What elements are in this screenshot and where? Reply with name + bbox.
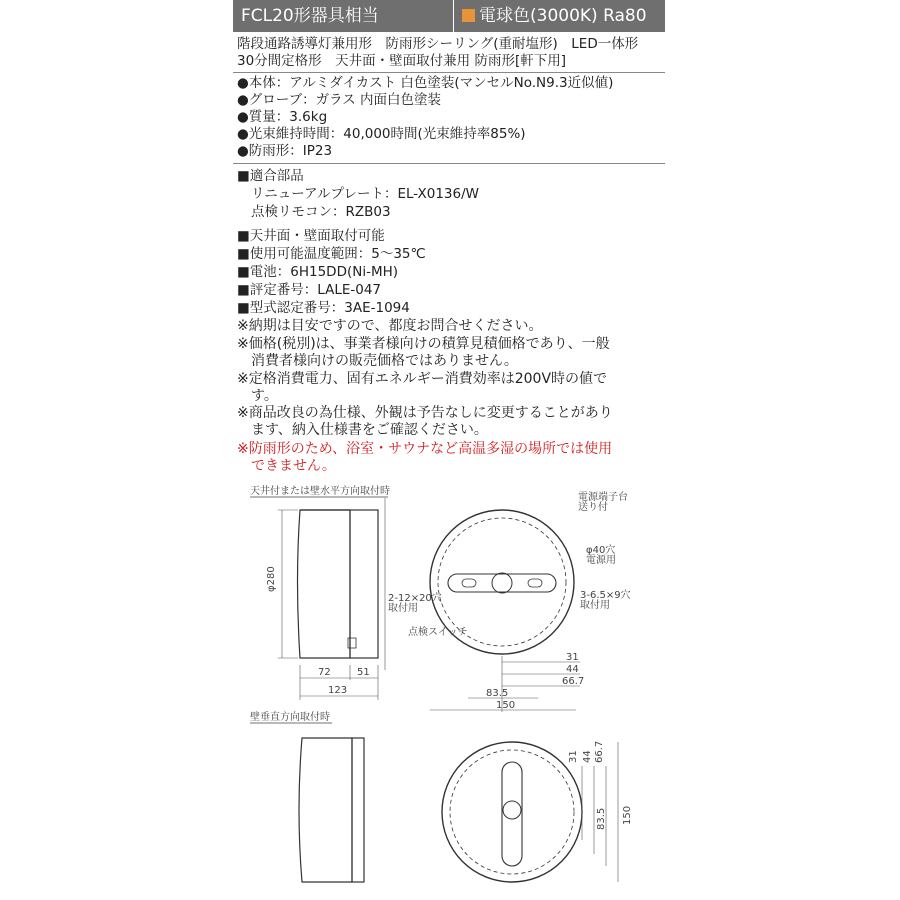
warning-1: ※防雨形のため、浴室・サウナなど高温多湿の場所では使用 [237, 441, 613, 457]
dim-72: 72 [318, 667, 331, 678]
dim-44: 44 [566, 664, 579, 675]
label-hole3-2: 取付用 [580, 600, 610, 611]
caption-ceiling: 天井付または壁水平方向取付時 [250, 486, 390, 497]
description-line-1: 階段通路誘導灯兼用形 防雨形シーリング(重耐塩形) LED一体形 [237, 36, 639, 52]
parts-title: ■適合部品 [237, 168, 304, 184]
description-line-2: 30分間定格形 天井面・壁面取付兼用 防雨形[軒下用] [237, 53, 567, 69]
spec-rainproof: ●防雨形：IP23 [237, 143, 333, 159]
note-rating: ■評定番号：LALE-047 [237, 282, 382, 298]
warning-2: できません。 [237, 458, 336, 474]
remark-5: す。 [237, 388, 278, 404]
dimension-drawing [240, 480, 670, 890]
label-hole3: 3-6.5×9穴 [580, 590, 631, 601]
remark-6: ※商品改良の為仕様、外観は予告なしに変更することがあり [237, 405, 613, 421]
label-slot-2: 取付用 [388, 603, 418, 614]
label-terminal: 電源端子台 [578, 492, 628, 503]
color-badge [454, 0, 665, 32]
divider [233, 163, 665, 164]
dim-150-b: 150 [622, 805, 633, 825]
dim-44-b: 44 [582, 750, 593, 763]
spec-lumen: ●光束維持時間：40,000時間(光束維持率85%) [237, 126, 526, 142]
divider [233, 72, 665, 73]
spec-globe: ●グローブ：ガラス 内面白色塗装 [237, 92, 441, 108]
dim-150: 150 [496, 700, 516, 711]
dim-83-5-b: 83.5 [596, 807, 607, 830]
part-remote: 点検リモコン：RZB03 [251, 204, 391, 220]
spec-body: ●本体：アルミダイカスト 白色塗装(マンセルNo.N9.3近似値) [237, 75, 614, 91]
remark-3: 消費者様向けの販売価格ではありません。 [237, 353, 518, 369]
dim-66-7: 66.7 [562, 676, 585, 687]
note-mount: ■天井面・壁面取付可能 [237, 228, 385, 244]
dim-diameter: φ280 [266, 566, 277, 592]
dim-51: 51 [357, 667, 370, 678]
dim-123: 123 [328, 685, 348, 696]
note-type-cert: ■型式認定番号：3AE-1094 [237, 300, 410, 316]
spec-weight: ●質量：3.6kg [237, 109, 328, 125]
dim-66-7-b: 66.7 [594, 740, 605, 763]
remark-2: ※価格(税別)は、事業者様向けの積算見積価格であり、一般 [237, 336, 610, 352]
side-view-top [298, 510, 379, 658]
caption-wall: 壁垂直方向取付時 [250, 712, 330, 723]
label-terminal-2: 送り付 [578, 502, 608, 513]
label-slot: 2-12×20穴 [388, 593, 442, 604]
remark-4: ※定格消費電力、固有エネルギー消費効率は200V時の値で [237, 371, 608, 387]
label-hole: φ40穴 [586, 545, 616, 556]
size-badge: FCL20形器具相当 [233, 0, 453, 32]
part-plate: リニューアルプレート：EL-X0136/W [251, 186, 479, 202]
remark-7: ます、納入仕様書をご確認ください。 [237, 422, 488, 438]
color-swatch-icon [462, 9, 475, 22]
color-label: 電球色(3000K) Ra80 [479, 6, 647, 26]
label-switch: 点検スイッチ [408, 627, 468, 638]
note-temp: ■使用可能温度範囲：5～35℃ [237, 246, 426, 262]
side-view-bottom [299, 738, 364, 882]
note-battery: ■電池：6H15DD(Ni-MH) [237, 264, 399, 280]
top-view-bottom [442, 742, 582, 882]
dim-83-5: 83.5 [486, 688, 509, 699]
label-hole-2: 電源用 [586, 555, 616, 566]
dim-31-b: 31 [568, 750, 579, 763]
dim-31: 31 [566, 652, 579, 663]
header-bar [233, 0, 665, 32]
remark-1: ※納期は目安ですので、都度お問合せください。 [237, 318, 543, 334]
